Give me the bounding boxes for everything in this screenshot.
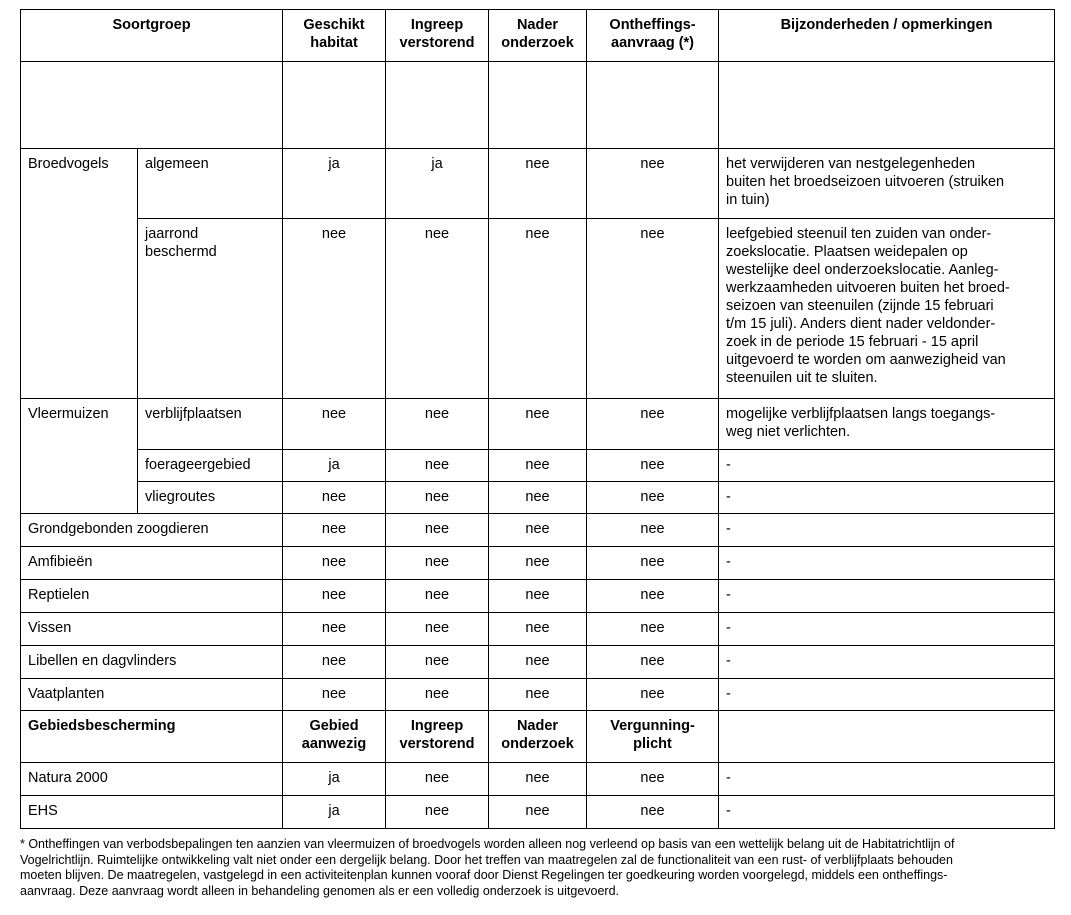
header-ingreep-verstorend: Ingreep verstorend: [386, 10, 489, 62]
table-row: EHS ja nee nee nee -: [21, 796, 1055, 829]
empty-row: [21, 62, 1055, 149]
note-cell: mogelijke verblijfplaatsen langs toegangs- weg niet verlichten.: [719, 399, 1055, 450]
header-row: [21, 10, 1055, 62]
header-bijzonderheden: Bijzonderheden / opmerkingen: [719, 10, 1055, 62]
table-row: vliegroutes nee nee nee nee -: [21, 482, 1055, 514]
table-row: Libellen en dagvlinders nee nee nee nee -: [21, 646, 1055, 679]
table-row: Grondgebonden zoogdieren nee nee nee nee -: [21, 514, 1055, 547]
header-gebied-aanwezig: Gebied aanwezig: [283, 711, 386, 763]
table-row: Vleermuizen verblijfplaatsen nee nee nee nee mogelijke verblijfplaatsen langs toegangs- weg niet verlichten.: [21, 399, 1055, 450]
table-row: foerageergebied ja nee nee nee -: [21, 450, 1055, 482]
group-broedvogels: Broedvogels: [21, 149, 138, 399]
header-vergunningplicht: Vergunning- plicht: [587, 711, 719, 763]
table-row: jaarrond beschermd nee nee nee nee leefgebied steenuil ten zuiden van onder- zoekslocatie. Plaatsen weidepalen op westelijke deel onderzoekslocatie. Aanleg- werkzaamheden uitvoeren buiten het broed- seizoen van steenuilen (zijnde 15 februari t/m 15 juli). Anders dient nader veldonder- zoek in de periode 15 februari - 15 april uitgevoerd te worden om aanwezigheid van steenuilen uit te sluiten.: [21, 219, 1055, 399]
species-table: [20, 9, 1055, 829]
table-row: Natura 2000 ja nee nee nee -: [21, 763, 1055, 796]
footnote: * Ontheffingen van verbodsbepalingen ten aanzien van vleermuizen of broedvogels worden alleen nog verleend op basis van een wettelijk belang uit de Habitatrichtlijn of Vogelrichtlijn. Ruimtelijke ontwikkeling valt niet onder een dergelijk belang. Door het treffen van maatregelen zal de functionaliteit van een rust- of verblijfplaats behouden moeten blijven. De maatregelen, vastgelegd in een activiteitenplan kunnen vooraf door Dienst Regelingen ter goedkeuring worden voorgelegd, middels een ontheffings- aanvraag. Deze aanvraag wordt alleen in behandeling genomen als er een volledig onderzoek is uitgevoerd.: [20, 837, 955, 898]
note-cell: het verwijderen van nestgelegenheden buiten het broedseizoen uitvoeren (struiken in tuin): [719, 149, 1055, 219]
header-ontheffingsaanvraag: Ontheffings- aanvraag (*): [587, 10, 719, 62]
header-gebied-nader: Nader onderzoek: [489, 711, 587, 763]
sub-algemeen: algemeen: [138, 149, 283, 219]
header-gebied-ingreep: Ingreep verstorend: [386, 711, 489, 763]
header-nader-onderzoek: Nader onderzoek: [489, 10, 587, 62]
header-geschikt-habitat: Geschikt habitat: [283, 10, 386, 62]
table-row: Vissen nee nee nee nee -: [21, 613, 1055, 646]
table-row: Reptielen nee nee nee nee -: [21, 580, 1055, 613]
header-soortgroep: Soortgroep: [21, 10, 283, 62]
table-row: Amfibieën nee nee nee nee -: [21, 547, 1055, 580]
group-vleermuizen: Vleermuizen: [21, 399, 138, 514]
note-cell: leefgebied steenuil ten zuiden van onder- zoekslocatie. Plaatsen weidepalen op westelijke deel onderzoekslocatie. Aanleg- werkzaamheden uitvoeren buiten het broed- seizoen van steenuilen (zijnde 15 februari t/m 15 juli). Anders dient nader veldonder- zoek in de periode 15 februari - 15 april uitgevoerd te worden om aanwezigheid van steenuilen uit te sluiten.: [719, 219, 1055, 399]
sub-jaarrond-beschermd: jaarrond beschermd: [138, 219, 283, 399]
header-gebiedsbescherming: Gebiedsbescherming: [21, 711, 283, 763]
gebied-header-row: [21, 711, 1055, 763]
table-row: Vaatplanten nee nee nee nee -: [21, 679, 1055, 711]
table-row: Broedvogels algemeen ja ja nee nee het verwijderen van nestgelegenheden buiten het broedseizoen uitvoeren (struiken in tuin): [21, 149, 1055, 219]
